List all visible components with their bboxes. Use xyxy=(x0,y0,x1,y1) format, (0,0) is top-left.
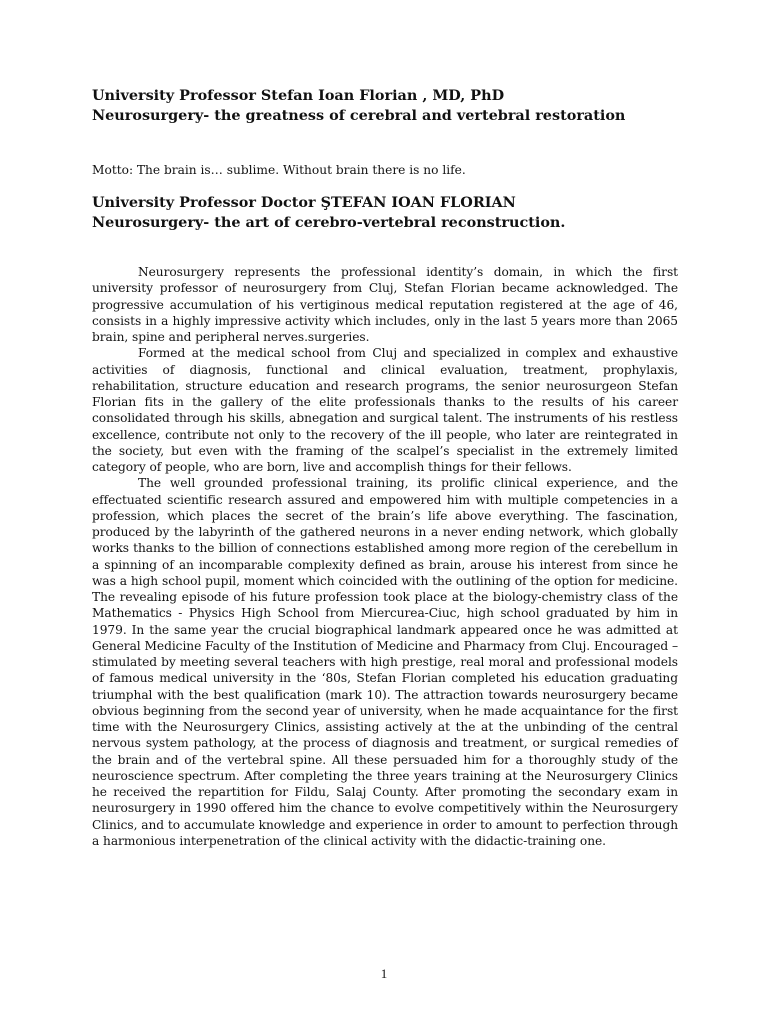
paragraph: Formed at the medical school from Cluj and specialized in complex and exhaustive activities of diagnosis, functional and clinical evaluation, treatment, prophylaxis, rehabilitation, structure education and research programs, the senior neurosurgeon Stefan Florian fits in the gallery of the elite professionals thanks to the results of his career consolidated through his skills, abnegation and surgical talent. The instruments of his restless excellence, contribute not only to the recovery of the ill people, who later are reintegrated in the society, but even with the framing of the scalpel’s specialist in the extremely limited category of people, who are born, live and accomplish things for their fellows. xyxy=(92,346,678,474)
page-number: 1 xyxy=(380,966,388,981)
paragraph: Neurosurgery represents the professional identity’s domain, in which the first university professor of neurosurgery from Cluj, Stefan Florian became acknowledged. The progressive accumulation of his vertiginous medical reputation registered at the age of 46, consists in a highly impressive activity which includes, only in the last 5 years more than 2065 brain, spine and peripheral nerves.surgeries. xyxy=(92,265,678,344)
document-title: University Professor Stefan Ioan Florian , MD, PhD xyxy=(92,87,505,104)
section-subheading: Neurosurgery- the art of cerebro-vertebral reconstruction. xyxy=(92,214,566,231)
motto: Motto: The brain is… sublime. Without brain there is no life. xyxy=(92,163,466,177)
body-text xyxy=(92,264,678,849)
section-heading: University Professor Doctor ŞTEFAN IOAN FLORIAN xyxy=(92,194,516,211)
paragraph: The well grounded professional training, its prolific clinical experience, and the effectuated scientific research assured and empowered him with multiple competencies in a profession, which places the secret of the brain’s life above everything. The fascination, produced by the labyrinth of the gathered neurons in a never ending network, which globally works thanks to the billion of connections established among more region of the cerebellum in a spinning of an incomparable complexity defined as brain, arouse his interest from since he was a high school pupil, moment which coincided with the outlining of the option for medicine. The revealing episode of his future profession took place at the biology-chemistry class of the Mathematics - Physics High School from Miercurea-Ciuc, high school graduated by him in 1979. In the same year the crucial biographical landmark appeared once he was admitted at General Medicine Faculty of the Institution of Medicine and Pharmacy from Cluj. Encouraged – stimulated by meeting several teachers with high prestige, real moral and professional models of famous medical university in the ‘80s, Stefan Florian completed his education graduating triumphal with the best qualification (mark 10). The attraction towards neurosurgery became obvious beginning from the second year of university, when he made acquaintance for the first time with the Neurosurgery Clinics, assisting actively at the at the unbinding of the central nervous system pathology, at the process of diagnosis and treatment, or surgical remedies of the brain and of the vertebral spine. All these persuaded him for a thoroughly study of the neuroscience spectrum. After completing the three years training at the Neurosurgery Clinics he received the repartition for Fildu, Salaj County. After promoting the secondary exam in neurosurgery in 1990 offered him the chance to evolve competitively within the Neurosurgery Clinics, and to accumulate knowledge and experience in order to amount to perfection through a harmonious interpenetration of the clinical activity with the didactic-training one. xyxy=(92,476,678,848)
document-page xyxy=(92,86,678,849)
document-title-subline: Neurosurgery- the greatness of cerebral and vertebral restoration xyxy=(92,107,626,124)
